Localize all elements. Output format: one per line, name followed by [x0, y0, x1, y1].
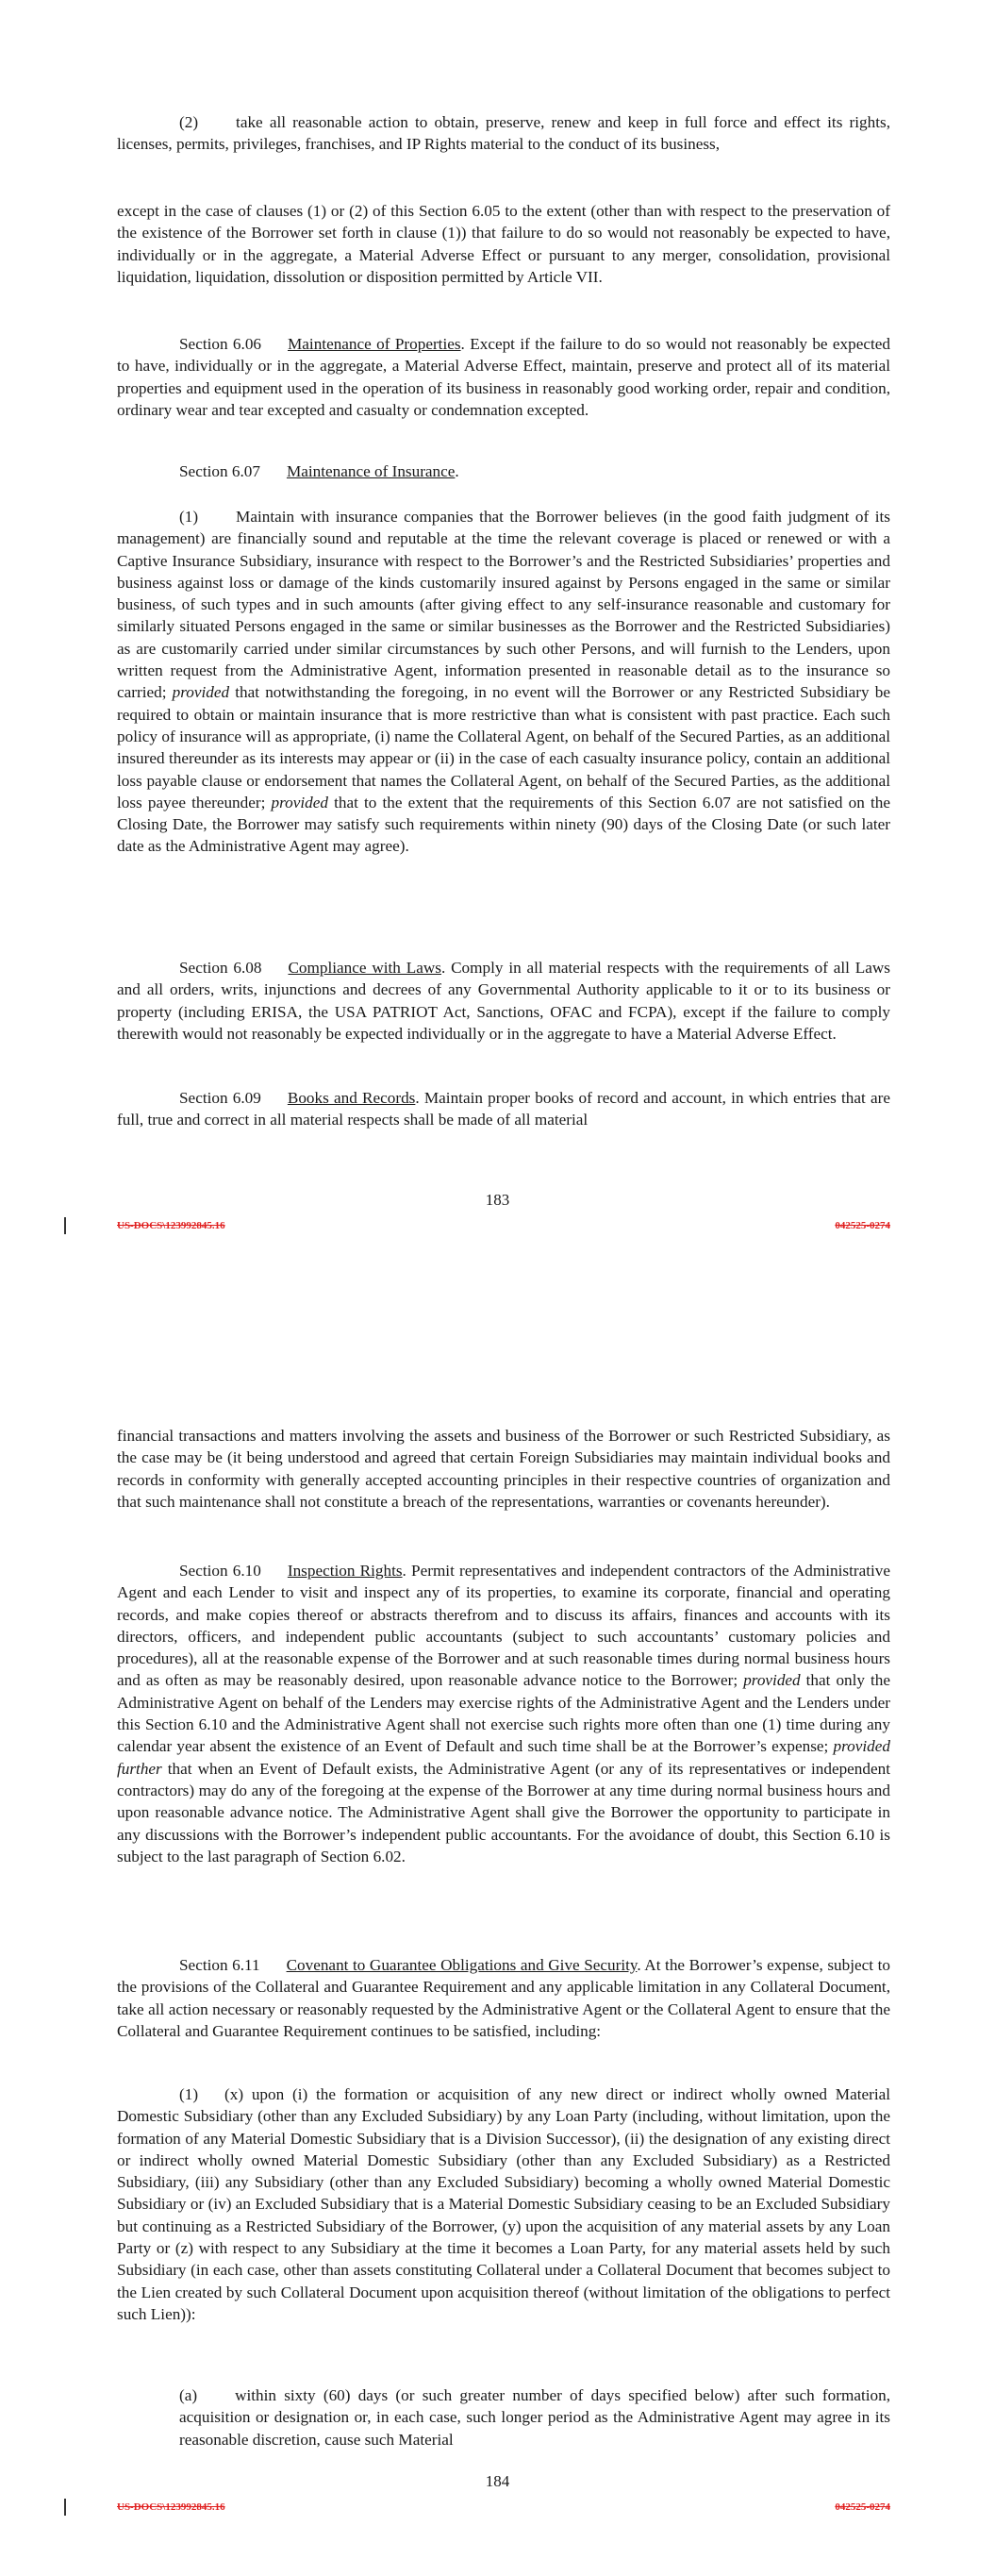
section-6-11-text: . At the Borrower’s expense, subject to the provisions of the Collateral and Guarantee Requirement and any applicable limitation in any Collateral Document, take all action necessary or reasonably requested by the Administrative Agent or the Collateral Agent to ensure that the Collateral and Guarantee Requirement continues to be satisfied, including:	[117, 1956, 890, 2040]
section-6-08-paragraph	[117, 957, 890, 1045]
section-6-06-paragraph	[117, 333, 890, 421]
section-6-08-title: Compliance with Laws	[288, 959, 441, 977]
section-6-08-number: Section 6.08	[179, 959, 262, 977]
section-6-09-text: . Maintain proper books of record and account, in which entries that are full, true and correct in all material respects shall be made of all material	[117, 1089, 890, 1129]
section-6-07-number: Section 6.07	[179, 462, 260, 480]
clause-2-paragraph	[117, 111, 890, 156]
section-6-07-clause-1-text-c: that to the extent that the requirements of this Section 6.07 are not satisfied on the Closing Date, the Borrower may satisfy such requirements within ninety (90) days of the Closing Date (or such later date as the Administrative Agent may agree).	[117, 793, 890, 856]
footer-matter-number: 042525-0274	[835, 1220, 890, 1231]
section-6-11-clause-1a-number: (a)	[179, 2386, 198, 2404]
section-6-11-clause-1a	[179, 2384, 890, 2451]
section-6-10-text-b: that only the Administrative Agent on behalf of the Lenders may exercise rights of the Administrative Agent and the Lenders under this Section 6.10 and the Administrative Agent shall not exercise such rights more often than one (1) time during any calendar year absent the existence of an Event of Default and such time shall be at the Borrower’s expense;	[117, 1671, 890, 1756]
section-6-11-title: Covenant to Guarantee Obligations and Give Security	[286, 1956, 638, 1974]
section-6-07-heading	[117, 460, 890, 482]
section-6-10-text-c: that when an Event of Default exists, the Administrative Agent (or any of its representatives or independent contractors) may do any of the foregoing at the expense of the Borrower at any time during normal business hours and upon reasonable advance notice. The Administrative Agent shall give the Borrower the opportunity to participate in any discussions with the Borrower’s independent public accountants. For the avoidance of doubt, this Section 6.10 is subject to the last paragraph of Section 6.02.	[117, 1759, 890, 1865]
section-6-06-text: . Except if the failure to do so would not reasonably be expected to have, individually or in the aggregate, a Material Adverse Effect, maintain, preserve and protect all of its material properties and equipment used in the operation of its business in reasonably good working order, repair and condition, ordinary wear and tear excepted and casualty or condemnation excepted.	[117, 335, 890, 419]
section-6-10-number: Section 6.10	[179, 1562, 261, 1580]
section-6-10-title: Inspection Rights	[287, 1562, 403, 1580]
section-6-11-clause-1-number: (1)	[179, 2085, 199, 2103]
section-6-11-clause-1a-text: within sixty (60) days (or such greater number of days specified below) after such formation, acquisition or designation or, in each case, such longer period as the Administrative Agent may agree in its reasonable discretion, cause such Material	[179, 2386, 890, 2449]
clause-2-number: (2)	[179, 113, 199, 131]
section-6-07-clause-1-number: (1)	[179, 508, 199, 526]
footer-doc-id: US-DOCS\123992845.16	[117, 2501, 225, 2513]
section-6-11-clause-1-text: (x) upon (i) the formation or acquisition of any new direct or indirect wholly owned Material Domestic Subsidiary (other than any Excluded Subsidiary) by any Loan Party (including, without limitation, upon the formation of any Material Domestic Subsidiary that is a Division Successor), (ii) the designation of any existing direct or indirect wholly owned Material Domestic Subsidiary (other than any Excluded Subsidiary) as a Restricted Subsidiary, (iii) any Subsidiary (other than any Excluded Subsidiary) becoming a wholly owned Material Domestic Subsidiary or (iv) an Excluded Subsidiary that is a Material Domestic Subsidiary ceasing to be an Excluded Subsidiary but continuing as a Restricted Subsidiary of the Borrower, (y) upon the acquisition of any material assets by any Loan Party or (z) with respect to any Subsidiary at the time it becomes a Loan Party, for any material assets held by such Subsidiary (in each case, other than assets constituting Collateral under a Collateral Document that becomes subject to the Lien created by such Collateral Document upon acquisition thereof (without limitation of the obligations to perfect such Lien)):	[117, 2085, 890, 2323]
footer-doc-id: US-DOCS\123992845.16	[117, 1220, 225, 1231]
document-page-184	[0, 1293, 995, 2576]
section-6-09-title: Books and Records	[287, 1089, 416, 1107]
section-6-06-number: Section 6.06	[179, 335, 262, 353]
books-records-continuation: financial transactions and matters involving the assets and business of the Borrower or such Restricted Subsidiary, as the case may be (it being understood and agreed that certain Foreign Subsidiaries may maintain individual books and records in conformity with generally accepted accounting principles in their respective countries of organization and that such maintenance shall not constitute a breach of the representations, warranties or covenants hereunder).	[117, 1427, 890, 1511]
section-6-10-paragraph	[117, 1560, 890, 1867]
section-6-07-dot: .	[455, 462, 459, 480]
provided-term: provided	[172, 683, 230, 702]
section-6-07-clause-1-text-a: Maintain with insurance companies that the Borrower believes (in the good faith judgment of its management) are financially sound and reputable at the time the relevant coverage is placed or renewed or with a Captive Insurance Subsidiary, insurance with respect to the Borrower’s and the Restricted Subsidiaries’ properties and business against loss or damage of the kinds customarily insured against by Persons engaged in the same or similar business, of such types and in such amounts (after giving effect to any self-insurance reasonable and customary for similarly situated Persons engaged in the same or similar businesses as the Borrower and the Restricted Subsidiaries) as are customarily carried under similar circumstances by such other Persons, and will furnish to the Lenders, upon written request from the Administrative Agent, information presented in reasonable detail as to the insurance so carried;	[117, 508, 890, 702]
section-6-11-paragraph	[117, 1954, 890, 2042]
section-6-06-title: Maintenance of Properties	[288, 335, 461, 353]
provided-term: provided	[271, 793, 328, 811]
change-bar	[64, 1217, 66, 1234]
clause-2-text: take all reasonable action to obtain, preserve, renew and keep in full force and effect its rights, licenses, permits, privileges, franchises, and IP Rights material to the conduct of its business,	[117, 113, 890, 154]
provided-term: provided	[743, 1671, 801, 1690]
except-paragraph: except in the case of clauses (1) or (2) of this Section 6.05 to the extent (other than with respect to the preservation of the existence of the Borrower set forth in clause (1)) that failure to do so would not reasonably be expected to have, individually or in the aggregate, a Material Adverse Effect or pursuant to any merger, consolidation, provisional liquidation, liquidation, dissolution or disposition permitted by Article VII.	[117, 202, 890, 286]
change-bar	[64, 2499, 66, 2516]
section-6-11-number: Section 6.11	[179, 1956, 260, 1974]
section-6-07-clause-1-text-b: that notwithstanding the foregoing, in no event will the Borrower or any Restricted Subsidiary be required to obtain or maintain insurance that is more restrictive than what is consistent with past practice. Each such policy of insurance will as appropriate, (i) name the Collateral Agent, on behalf of the Secured Parties, as an additional insured thereunder as its interests may appear or (ii) in the case of each casualty insurance policy, contain an additional loss payable clause or endorsement that names the Collateral Agent, on behalf of the Secured Parties, as the additional loss payee thereunder;	[117, 683, 890, 811]
section-6-09-paragraph	[117, 1087, 890, 1131]
section-6-10-text-a: . Permit representatives and independent contractors of the Administrative Agent and each Lender to visit and inspect any of its properties, to examine its corporate, financial and operating records, and make copies thereof or abstracts therefrom and to discuss its affairs, finances and accounts with its directors, officers, and independent public accountants (subject to such accountants’ customary policies and procedures), all at the reasonable expense of the Borrower and at such reasonable times during normal business hours and as often as may be reasonably desired, upon reasonable advance notice to the Borrower;	[117, 1562, 890, 1690]
section-6-07-clause-1	[117, 506, 890, 858]
page-number: 183	[485, 1191, 510, 1209]
section-6-08-text: . Comply in all material respects with the requirements of all Laws and all orders, writs, injunctions and decrees of any Governmental Authority applicable to it or to its business or property (including ERISA, the USA PATRIOT Act, Sanctions, OFAC and FCPA), except if the failure to comply therewith would not reasonably be expected individually or in the aggregate to have a Material Adverse Effect.	[117, 959, 890, 1043]
section-6-09-number: Section 6.09	[179, 1089, 261, 1107]
page-number: 184	[485, 2472, 510, 2490]
footer-matter-number: 042525-0274	[835, 2501, 890, 2513]
provided-further-term: provided further	[117, 1737, 890, 1778]
section-6-07-title: Maintenance of Insurance	[286, 462, 456, 480]
section-6-11-clause-1	[117, 2083, 890, 2325]
